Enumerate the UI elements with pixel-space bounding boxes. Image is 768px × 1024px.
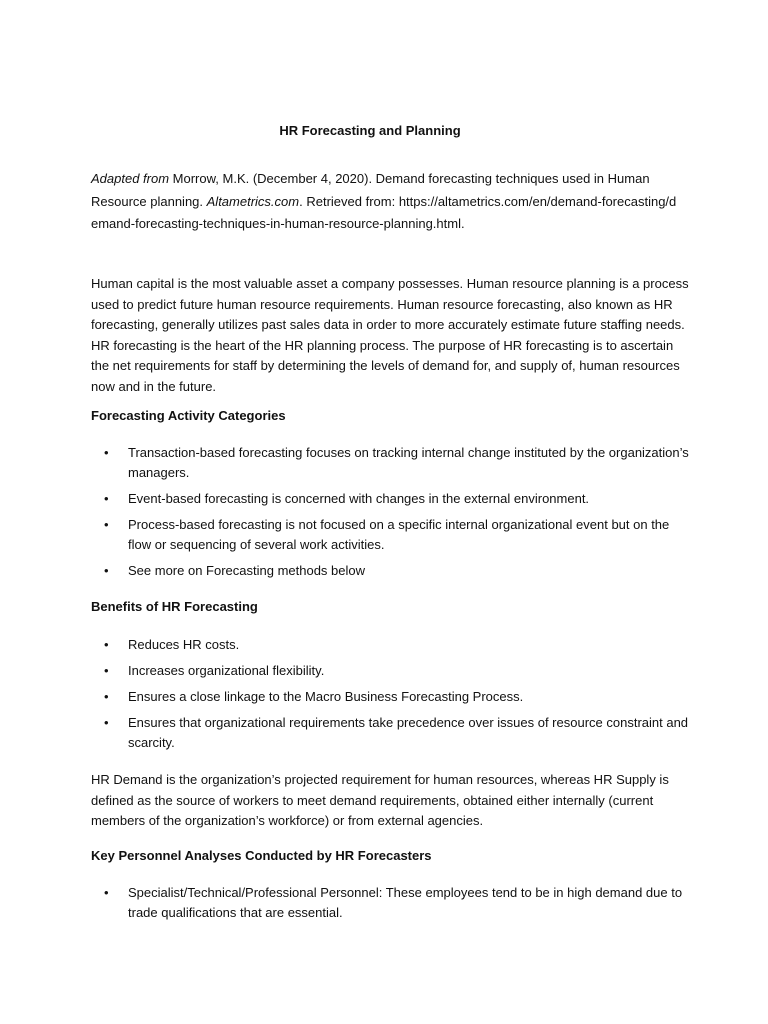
bullet-icon: • (104, 689, 109, 704)
activity-categories-list (91, 443, 691, 587)
personnel-list (91, 883, 691, 929)
intro-paragraph: Human capital is the most valuable asset a company possesses. Human resource planning is a process used to predict future human resource requirements. Human resource forecasting, also known as HR forecasting, generally utilizes past sales data in order to more accurately estimate future staffing needs. HR forecasting is the heart of the HR planning process. The purpose of HR forecasting is to ascertain the net requirements for staff by determining the levels of demand for, and supply of, human resources now and in the future. (91, 276, 689, 394)
list-item-text: Reduces HR costs. (128, 637, 240, 652)
section-heading-personnel-analyses: Key Personnel Analyses Conducted by HR Forecasters (91, 848, 432, 863)
list-item (91, 883, 691, 923)
list-item-text: Process-based forecasting is not focused on a specific internal organizational event but on the flow or sequencing of several work activities. (128, 517, 670, 552)
list-item (91, 443, 691, 483)
citation-site: Altametrics.com (206, 193, 300, 209)
bullet-icon: • (104, 563, 109, 578)
citation-text-2: . Retrieved from: (299, 193, 399, 209)
citation-url: https://altametrics.com/en/demand-forecasting/demand-forecasting-techniques-in-human-resource-planning.html. (91, 193, 677, 231)
bullet-icon: • (104, 663, 109, 678)
list-item-text: Transaction-based forecasting focuses on tracking internal change instituted by the organization’s managers. (128, 445, 689, 480)
bullet-icon: • (104, 637, 109, 652)
list-item-text: See more on Forecasting methods below (128, 563, 366, 578)
list-item (91, 713, 691, 753)
section-heading-benefits: Benefits of HR Forecasting (91, 599, 258, 614)
list-item-text: Increases organizational flexibility. (128, 663, 325, 678)
bullet-icon: • (104, 445, 109, 460)
list-item-text: Ensures a close linkage to the Macro Business Forecasting Process. (128, 689, 524, 704)
document-title: HR Forecasting and Planning (279, 123, 461, 138)
list-item (91, 635, 691, 655)
list-item (91, 561, 691, 581)
list-item (91, 661, 691, 681)
list-item-text: Ensures that organizational requirements take precedence over issues of resource constraint and scarcity. (128, 715, 689, 750)
bullet-icon: • (104, 517, 109, 532)
section-heading-activity-categories: Forecasting Activity Categories (91, 408, 286, 423)
bullet-icon: • (104, 715, 109, 730)
citation-text-1: Morrow, M.K. (December 4, 2020). Demand forecasting techniques used in Human Resource planning. (91, 171, 650, 209)
citation (91, 168, 681, 236)
benefits-list (91, 635, 691, 759)
bullet-icon: • (104, 491, 109, 506)
list-item (91, 489, 691, 509)
bullet-icon: • (104, 885, 109, 900)
citation-adapted-prefix: Adapted from (91, 171, 170, 186)
list-item (91, 515, 691, 555)
list-item (91, 687, 691, 707)
demand-paragraph: HR Demand is the organization’s projected requirement for human resources, whereas HR Supply is defined as the source of workers to meet demand requirements, obtained either internally (current members of the organization’s workforce) or from external agencies. (91, 772, 669, 828)
list-item-text: Specialist/Technical/Professional Personnel: These employees tend to be in high demand due to trade qualifications that are essential. (128, 885, 683, 920)
list-item-text: Event-based forecasting is concerned with changes in the external environment. (128, 491, 590, 506)
